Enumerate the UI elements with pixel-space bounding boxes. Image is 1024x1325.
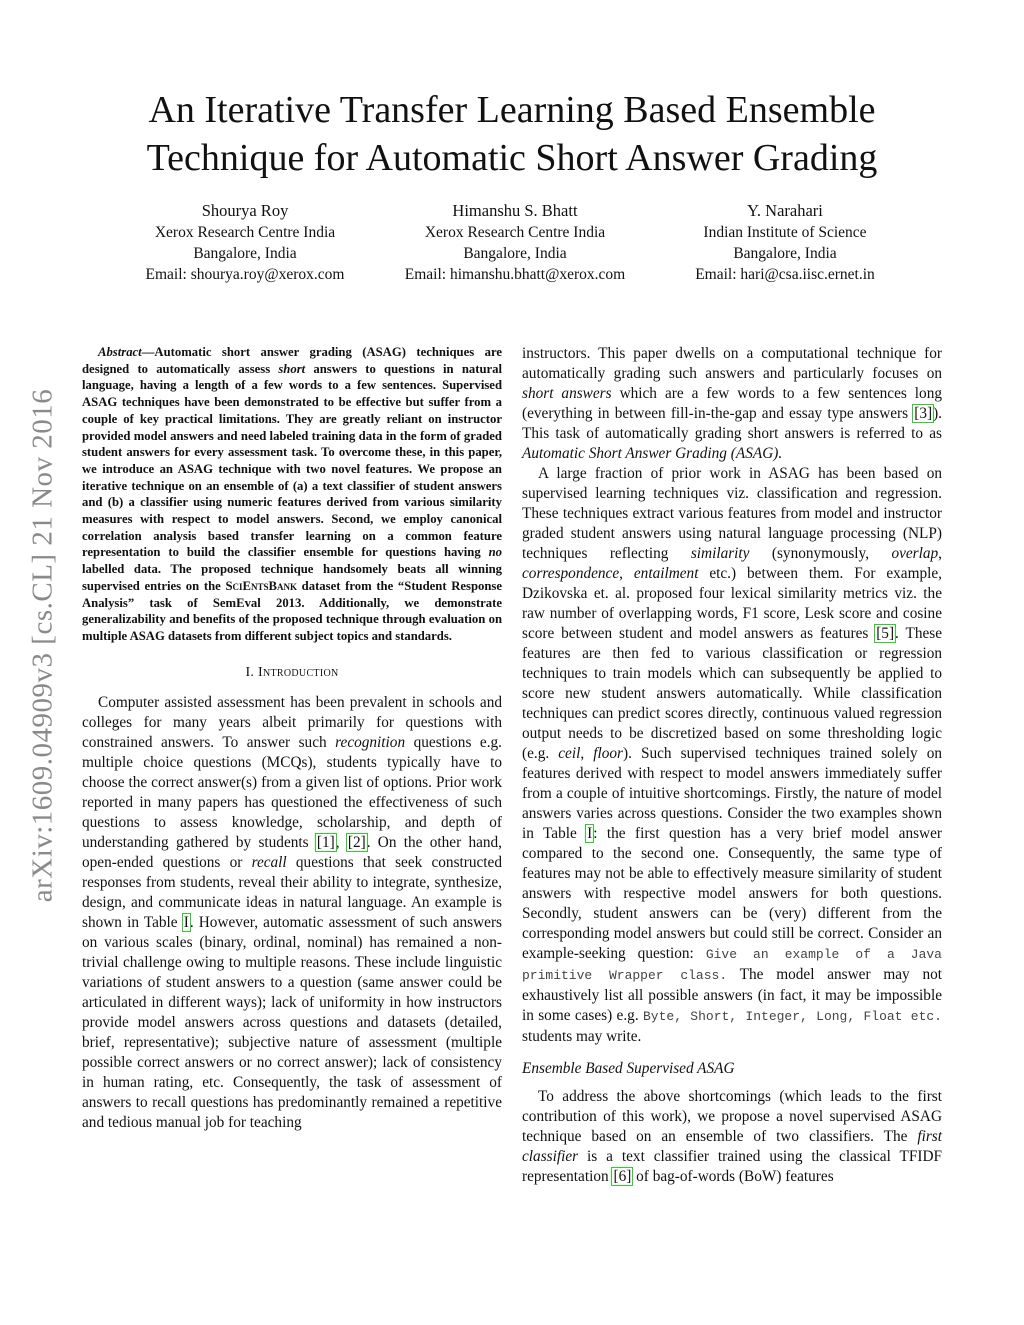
paragraph: To address the above shortcomings (which leads to the first contribution of this work), we propose a novel supervised ASAG technique based on an ensemble of two classifiers. The first classifier is a text classifier trained using the classical TFIDF representation [6] of bag-of-words (BoW) features xyxy=(522,1088,942,1185)
author-location: Bangalore, India xyxy=(193,245,297,262)
author-name: Himanshu S. Bhatt xyxy=(452,201,578,220)
arxiv-stamp: arXiv:1609.04909v3 [cs.CL] 21 Nov 2016 xyxy=(26,388,59,902)
author-2 xyxy=(380,200,650,285)
table-ref-link[interactable]: I xyxy=(587,825,593,842)
author-affiliation: Xerox Research Centre India xyxy=(424,224,606,241)
abstract: Abstract—Automatic short answer grading (ASAG) techniques are designed to automatically assess short answers to questions in natural language, having a length of a few words to a few sentences. Supervised ASAG techniques have been demonstrated to be effective but suffer from a couple of key practical limitations. They are greatly reliant on instructor provided model answers and need labeled training data in the form of graded student answers for every assessment task. To overcome these, in this paper, we introduce an ASAG technique with two novel features. We propose an iterative technique on an ensemble of (a) a text classifier of student answers and (b) a classifier using numeric features derived from various similarity measures with respect to model answers. Second, we employ canonical correlation analysis based transfer learning on a common feature representation to build the classifier ensemble for questions having no labelled data. The proposed technique handsomely beats all winning supervised entries on the SciEntsBank dataset from the “Student Response Analysis” task of SemEval 2013. Additionally, we demonstrate generalizability and benefits of the proposed technique through evaluation on multiple ASAG datasets from different subject topics and standards. xyxy=(82,345,502,643)
subsection-heading: Ensemble Based Supervised ASAG xyxy=(522,1060,735,1077)
abstract-label: Abstract xyxy=(98,345,142,359)
citation-link[interactable]: [2] xyxy=(347,833,366,851)
author-name: Y. Narahari xyxy=(747,201,823,220)
title-line-1: An Iterative Transfer Learning Based Ensemble xyxy=(148,89,876,131)
author-email: Email: hari@csa.iisc.ernet.in xyxy=(695,266,875,283)
paper-title xyxy=(80,86,944,182)
table-ref-link[interactable]: I xyxy=(183,913,189,931)
citation-link[interactable]: [3] xyxy=(914,405,933,422)
section-heading-introduction: I. Introduction xyxy=(245,664,339,680)
author-1 xyxy=(110,200,380,285)
author-location: Bangalore, India xyxy=(463,245,567,262)
title-line-2: Technique for Automatic Short Answer Grading xyxy=(146,137,878,179)
author-affiliation: Xerox Research Centre India xyxy=(154,224,336,241)
author-3 xyxy=(650,200,920,285)
intro-paragraph: Computer assisted assessment has been prevalent in schools and colleges for many years albeit primarily for questions with constrained answers. To answer such recognition questions e.g. multiple choice questions (MCQs), students typically have to choose the correct answer(s) from a given list of options. Prior work reported in many papers has questioned the effectiveness of such questions to assess knowledge, scholarship, and depth of understanding gathered by students [1], [2]. On the other hand, open-ended questions or recall questions that seek constructed responses from students, reveal their ability to integrate, synthesize, design, and communicate ideas in natural language. An example is shown in Table I. However, automatic assessment of such answers on various scales (binary, ordinal, nominal) has remained a non-trivial challenge owing to multiple reasons. These include linguistic variations of student answers to a question (same answer could be articulated in different ways); lack of uniformity in how instructors provide model answers across questions and datasets (detailed, brief, representative); subjective nature of assessment (multiple possible correct answers or no correct answer); lack of consistency in human rating, etc. Consequently, the task of assessment of answers to recall questions has predominantly remained a repetitive and tedious manual job for teaching xyxy=(82,693,503,1131)
citation-link[interactable]: [6] xyxy=(613,1168,632,1185)
paragraph: instructors. This paper dwells on a computational technique for automatically grading such answers and particularly focuses on short answers which are a few words to a few sentences long (everything in between fill-in-the-gap and essay type answers [3]). This task of automatically grading short answers is referred to as Automatic Short Answer Grading (ASAG). xyxy=(522,345,942,462)
citation-link[interactable]: [5] xyxy=(876,625,895,642)
author-email: Email: himanshu.bhatt@xerox.com xyxy=(404,266,626,283)
right-column xyxy=(522,344,942,1187)
author-email: Email: shourya.roy@xerox.com xyxy=(145,266,345,283)
author-affiliation: Indian Institute of Science xyxy=(703,224,867,241)
citation-link[interactable]: [1] xyxy=(316,833,335,851)
author-block xyxy=(110,200,920,285)
author-name: Shourya Roy xyxy=(201,201,289,220)
paragraph: A large fraction of prior work in ASAG has been based on supervised learning techniques viz. classification and regression. These techniques extract various features from model and instructor graded student answers using natural language processing (NLP) techniques reflecting similarity (synonymously, overlap, correspondence, entailment etc.) between them. For example, Dzikovska et. al. proposed four lexical similarity metrics viz. the raw number of overlapping words, F1 score, Lesk score and cosine score between student and model answers as features [5]. These features are then fed to various classification or regression techniques to train models which can subsequently be applied to score new student answers automatically. While classification techniques can predict scores directly, continuous valued regression output needs to be discretized based on some thresholding logic (e.g. ceil, floor). Such supervised techniques trained solely on features derived with respect to model answers immediately suffer from a couple of intuitive shortcomings. Firstly, the nature of model answers varies across questions. Consider the two examples shown in Table I: the first question has a very brief model answer compared to the second one. Consequently, the same type of features may not be able to effectively measure similarity of student answers with respective model answers for both questions. Secondly, student answers can be (very) different from the corresponding model answers but could still be correct. Consider an example-seeking question: Give an example of a Java primitive Wrapper class. The model answer may not exhaustively list all possible answers (in fact, it may be impossible in some cases) e.g. Byte, Short, Integer, Long, Float etc. students may write. xyxy=(522,465,942,1045)
left-column xyxy=(82,344,502,1133)
author-location: Bangalore, India xyxy=(733,245,837,262)
